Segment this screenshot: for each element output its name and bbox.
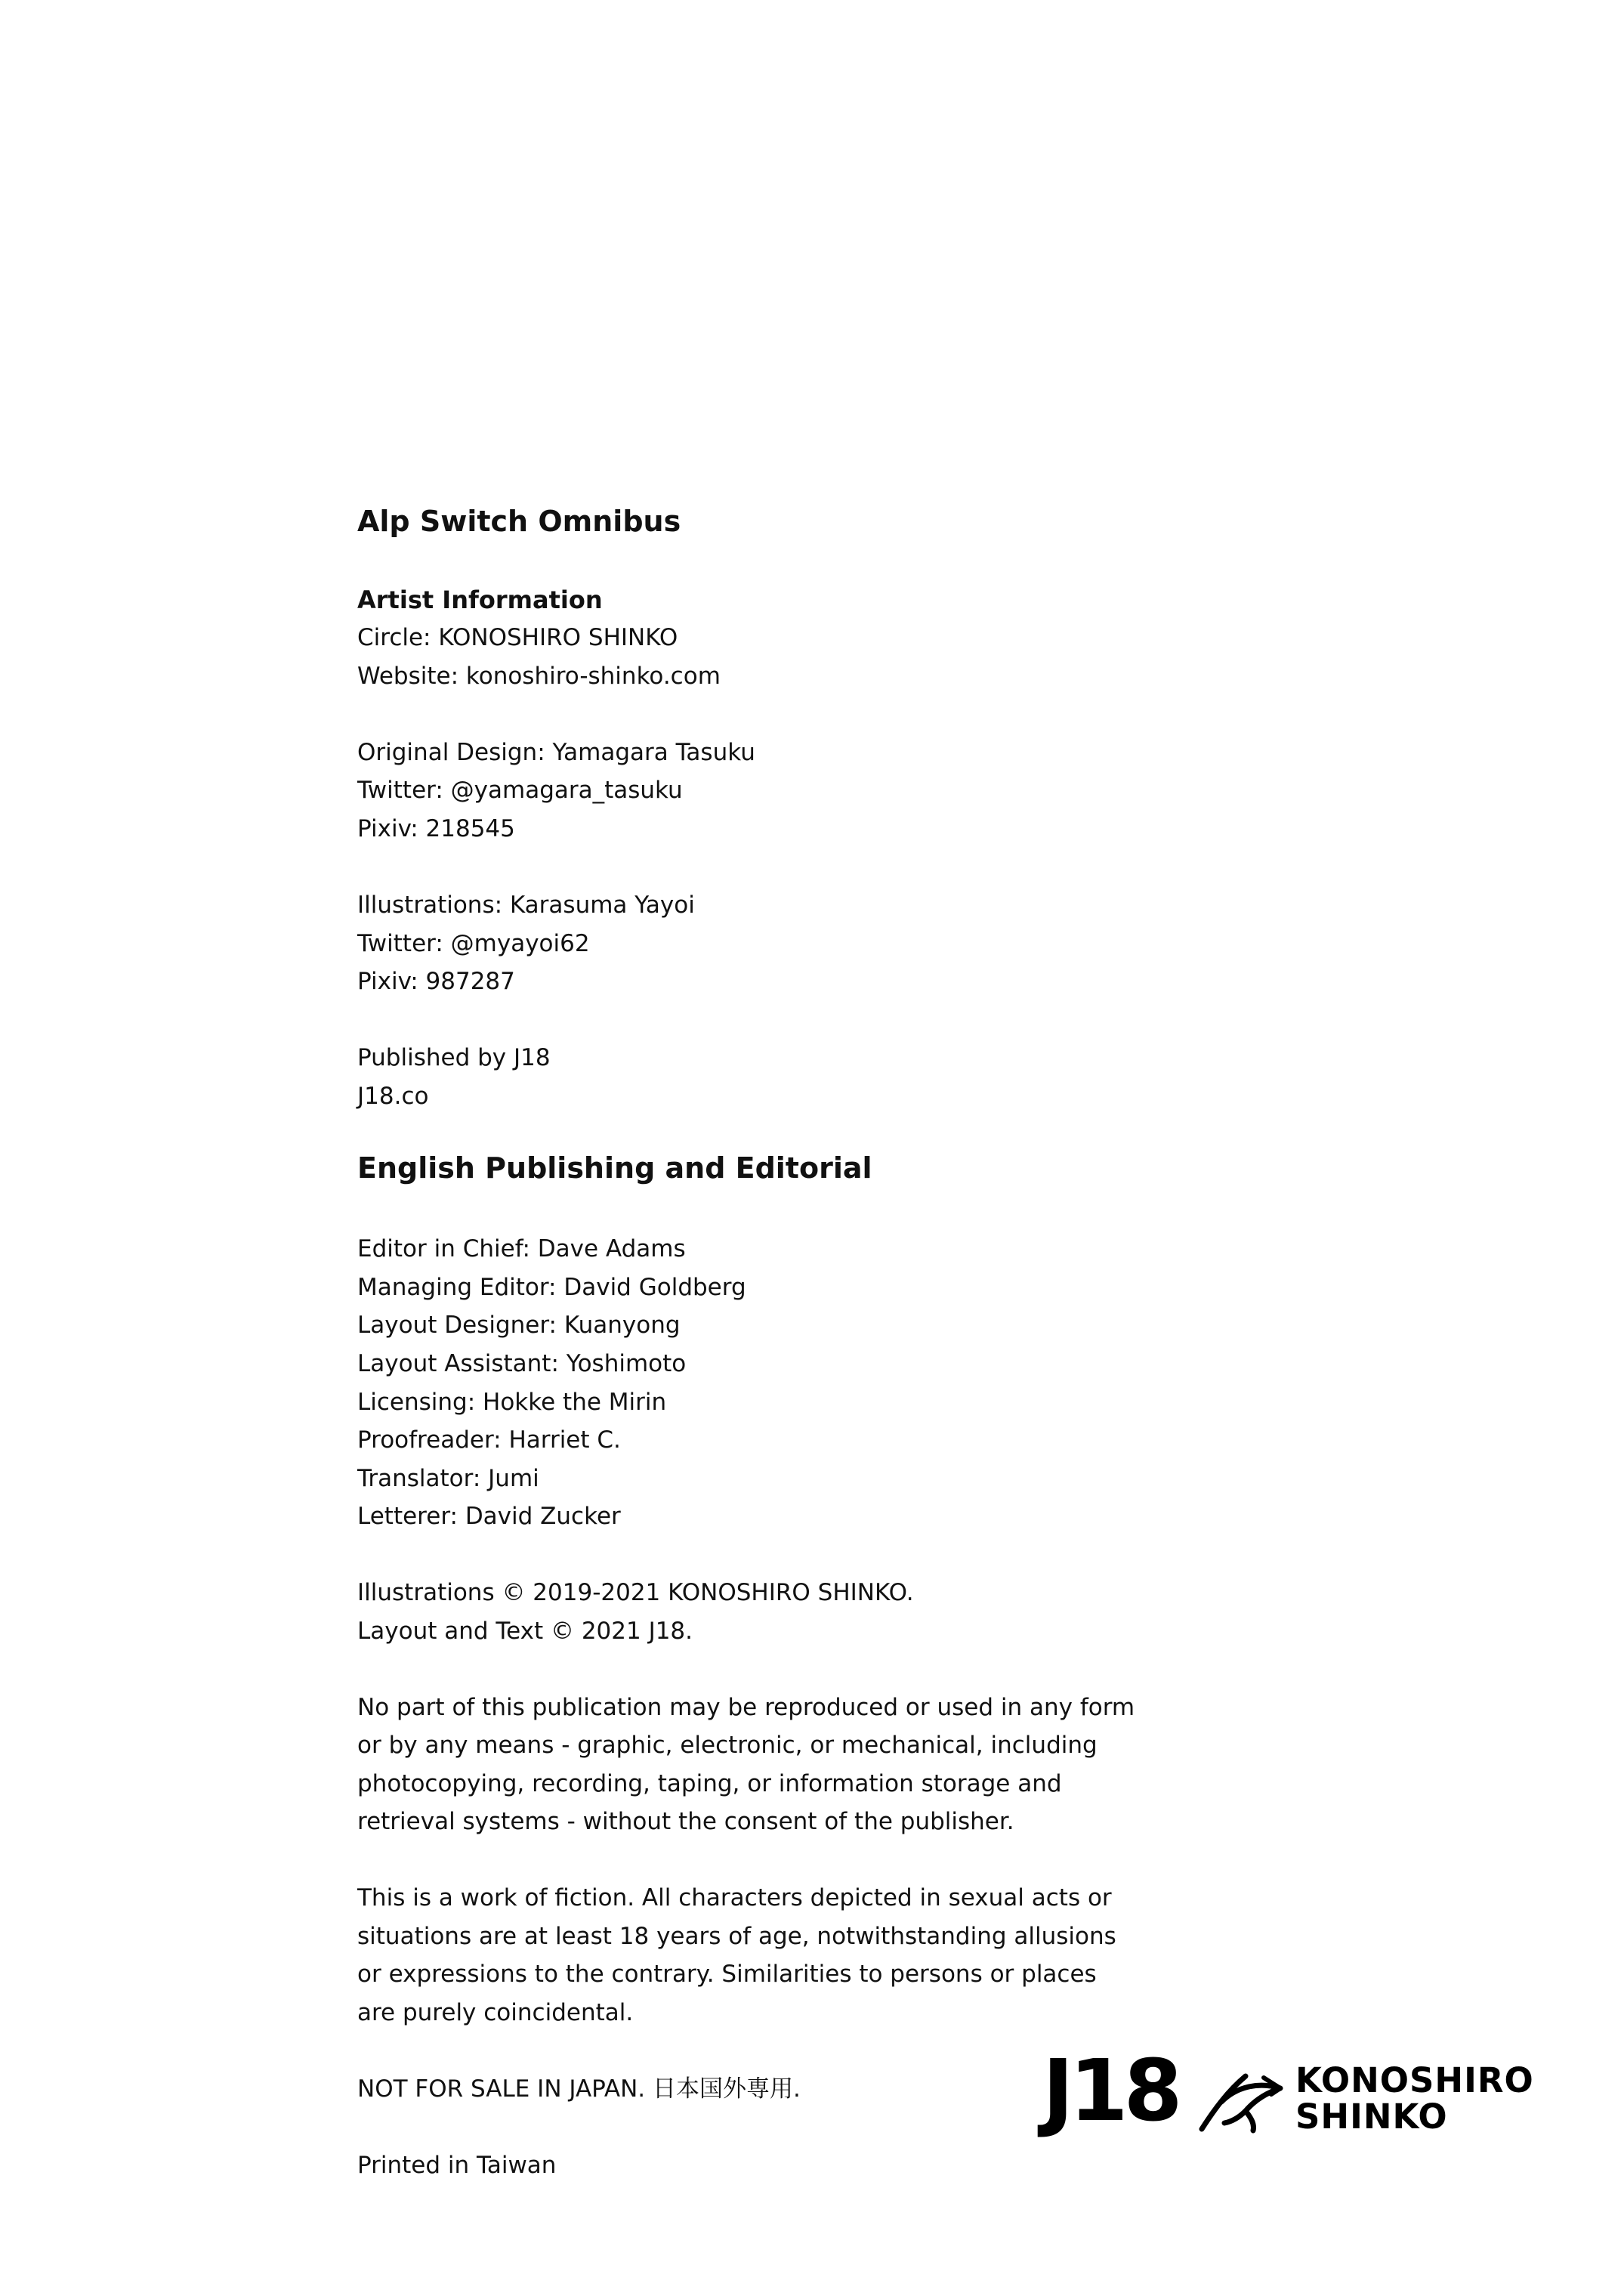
published-by-line: Published by J18 xyxy=(357,1044,551,1071)
design-twitter-line: Twitter: @yamagara_tasuku xyxy=(357,777,683,804)
credit-line: Proofreader: Harriet C. xyxy=(357,1426,621,1454)
circle-line: Circle: KONOSHIRO SHINKO xyxy=(357,624,678,651)
konoshiro-logo-text xyxy=(1295,2060,1534,2137)
rights-notice-line: photocopying, recording, taping, or information storage and xyxy=(357,1770,1062,1797)
printed-in: Printed in Taiwan xyxy=(357,2152,557,2179)
publisher-site-line: J18.co xyxy=(357,1083,429,1110)
credit-line: Licensing: Hokke the Mirin xyxy=(357,1389,667,1416)
design-pixiv-line: Pixiv: 218545 xyxy=(357,815,515,842)
credit-line: Layout Assistant: Yoshimoto xyxy=(357,1350,687,1377)
konoshiro-logo-line1: KONOSHIRO xyxy=(1295,2060,1534,2100)
editorial-heading: English Publishing and Editorial xyxy=(357,1151,872,1185)
rights-notice-line: retrieval systems - without the consent of the publisher. xyxy=(357,1808,1014,1835)
book-title: Alp Switch Omnibus xyxy=(357,505,681,538)
publisher-logos xyxy=(1036,2042,1550,2152)
copyright-line: Layout and Text © 2021 J18. xyxy=(357,1618,693,1645)
sale-notice: NOT FOR SALE IN JAPAN. 日本国外専用. xyxy=(357,2075,801,2103)
rights-notice-line: or by any means - graphic, electronic, or mechanical, including xyxy=(357,1732,1098,1759)
credit-line: Managing Editor: David Goldberg xyxy=(357,1274,746,1301)
fiction-notice-line: are purely coincidental. xyxy=(357,1999,634,2026)
fiction-notice-line: This is a work of fiction. All characters depicted in sexual acts or xyxy=(357,1884,1112,1911)
copyright-line: Illustrations © 2019-2021 KONOSHIRO SHINKO. xyxy=(357,1579,914,1606)
website-line: Website: konoshiro-shinko.com xyxy=(357,663,721,690)
credit-line: Translator: Jumi xyxy=(357,1465,539,1492)
credit-line: Letterer: David Zucker xyxy=(357,1503,621,1530)
illus-pixiv-line: Pixiv: 987287 xyxy=(357,968,515,995)
credit-line: Layout Designer: Kuanyong xyxy=(357,1312,681,1339)
rights-notice-line: No part of this publication may be reproduced or used in any form xyxy=(357,1694,1135,1721)
konoshiro-logo-line2: SHINKO xyxy=(1295,2097,1448,2137)
illustrations-line: Illustrations: Karasuma Yayoi xyxy=(357,892,695,919)
konoshiro-fish-icon xyxy=(1199,2069,1288,2134)
illus-twitter-line: Twitter: @myayoi62 xyxy=(357,930,590,957)
fiction-notice-line: situations are at least 18 years of age, notwithstanding allusions xyxy=(357,1923,1116,1950)
j18-logo xyxy=(1042,2042,1178,2140)
fiction-notice-line: or expressions to the contrary. Similarities to persons or places xyxy=(357,1961,1097,1988)
credit-line: Editor in Chief: Dave Adams xyxy=(357,1235,686,1262)
original-design-line: Original Design: Yamagara Tasuku xyxy=(357,739,755,766)
artist-info-heading: Artist Information xyxy=(357,586,603,614)
j18-logo-text: J18 xyxy=(1042,2042,1178,2140)
